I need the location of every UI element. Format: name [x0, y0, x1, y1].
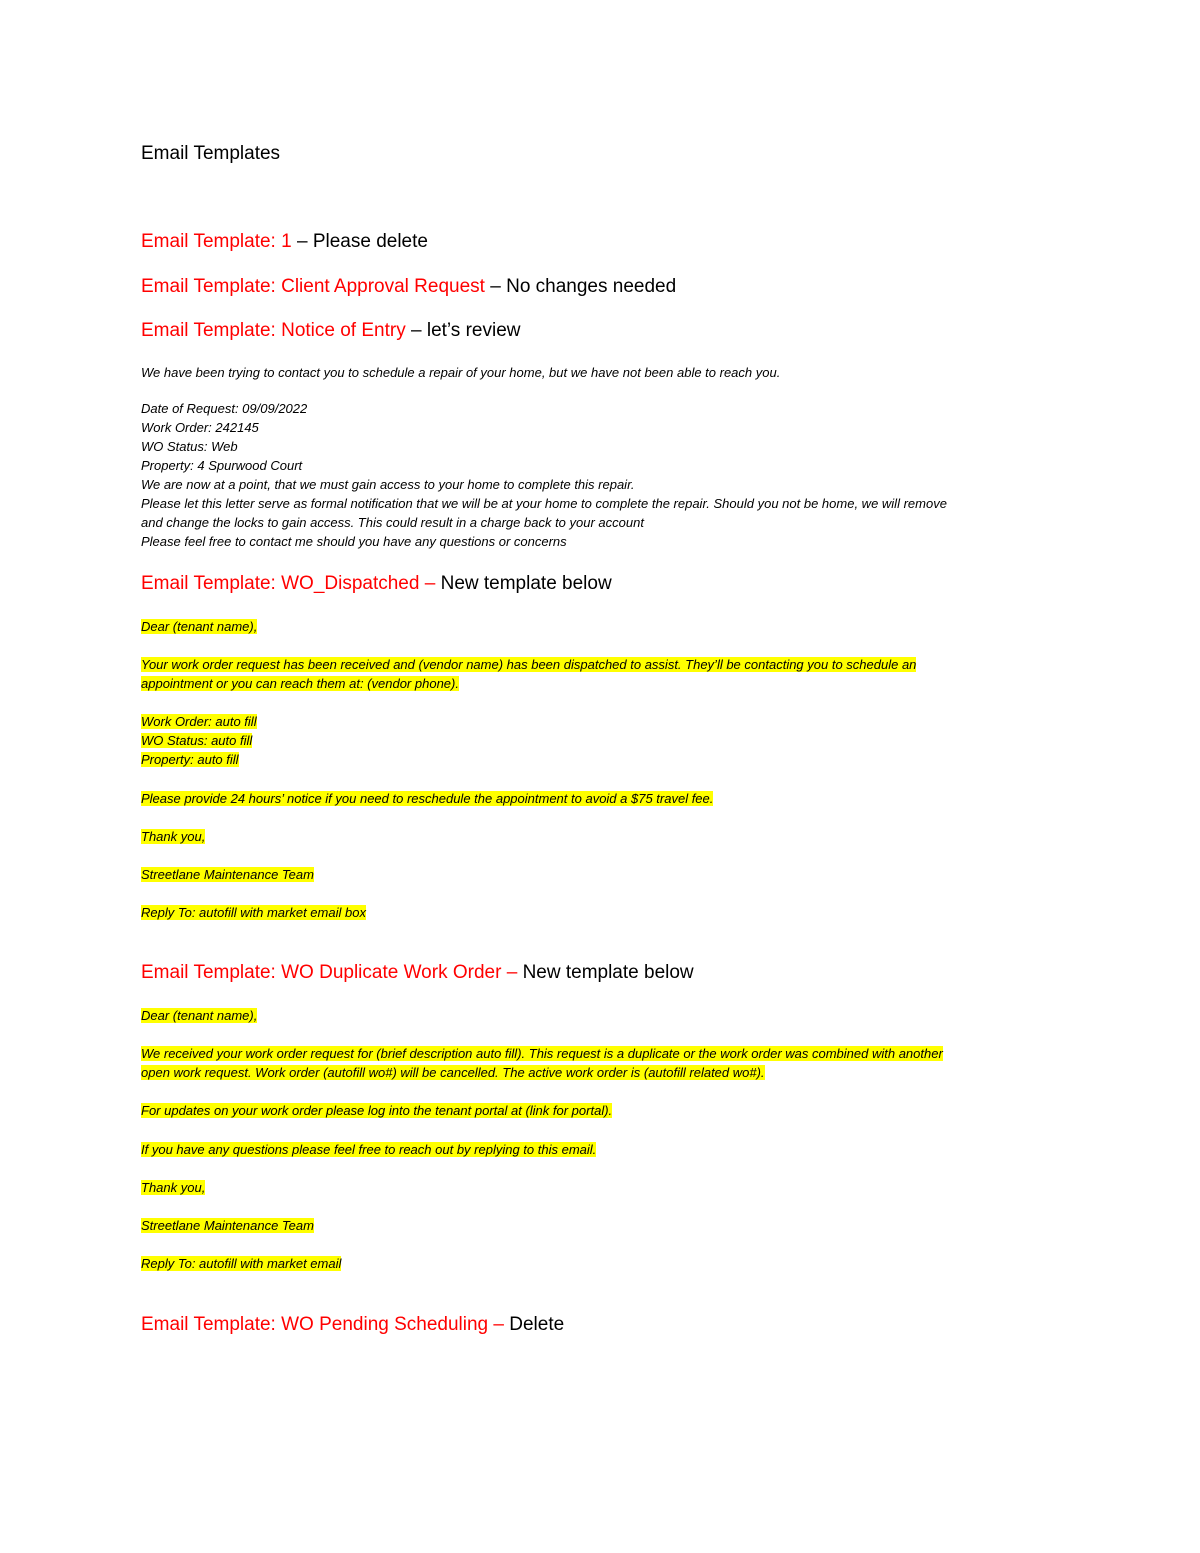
template-dash: –	[424, 573, 436, 594]
template-label: Email Template:	[141, 231, 276, 252]
dispatched-closing	[141, 827, 205, 846]
duplicate-para-line: We received your work order request for (brief description auto fill). This request is a duplicate or the work order was combined with another	[141, 1046, 943, 1061]
notice-line: Please let this letter serve as formal notification that we will be at your home to complete the repair. Should you not be home, we will remove	[141, 496, 947, 511]
template-heading-wo-pending-scheduling	[141, 1314, 564, 1336]
template-heading-notice-of-entry	[141, 320, 521, 342]
notice-line: Please feel free to contact me should you have any questions or concerns	[141, 534, 567, 549]
template-name: Client Approval Request	[281, 276, 485, 297]
notice-line: Property: 4 Spurwood Court	[141, 458, 303, 473]
template-name: Notice of Entry	[281, 320, 406, 341]
template-dash: –	[493, 1314, 504, 1335]
duplicate-greeting	[141, 1006, 257, 1025]
dispatched-field: WO Status: auto fill	[141, 733, 253, 748]
template-heading-1	[141, 231, 428, 253]
document-title: Email Templates	[141, 143, 281, 164]
notice-line: We are now at a point, that we must gain access to your home to complete this repair.	[141, 477, 635, 492]
template-heading-wo-dispatched	[141, 573, 612, 595]
duplicate-questions-text: If you have any questions please feel free to reach out by replying to this email.	[141, 1142, 597, 1157]
template-dash: –	[490, 276, 501, 297]
duplicate-questions	[141, 1140, 596, 1159]
dispatched-para-line: Your work order request has been received and (vendor name) has been dispatched to assist. They’ll be contacting you to schedule an	[141, 657, 917, 672]
dispatched-greeting	[141, 617, 257, 636]
duplicate-updates	[141, 1101, 612, 1120]
duplicate-reply-to	[141, 1254, 341, 1273]
template-note: Please delete	[312, 231, 428, 252]
dispatched-signature-text: Streetlane Maintenance Team	[141, 867, 314, 882]
dispatched-closing-text: Thank you,	[141, 829, 206, 844]
template-label: Email Template:	[141, 962, 276, 983]
template-label: Email Template:	[141, 573, 276, 594]
template-name: WO Duplicate Work Order	[281, 962, 502, 983]
notice-line: and change the locks to gain access. This could result in a charge back to your account	[141, 515, 644, 530]
template-dash: –	[296, 231, 308, 252]
duplicate-updates-text: For updates on your work order please log into the tenant portal at (link for portal).	[141, 1103, 613, 1118]
dispatched-reply-to	[141, 903, 366, 922]
dispatched-paragraph	[141, 655, 916, 693]
dispatched-field: Property: auto fill	[141, 752, 239, 767]
duplicate-signature-text: Streetlane Maintenance Team	[141, 1218, 314, 1233]
template-dash: –	[506, 962, 518, 983]
template-note: No changes needed	[506, 276, 677, 297]
template-note: let’s review	[426, 320, 521, 341]
dispatched-notice	[141, 789, 713, 808]
duplicate-signature	[141, 1216, 314, 1235]
template-label: Email Template:	[141, 276, 276, 297]
dispatched-field: Work Order: auto fill	[141, 714, 257, 729]
dispatched-greeting-text: Dear (tenant name),	[141, 619, 258, 634]
template-note: New template below	[522, 962, 694, 983]
duplicate-closing-text: Thank you,	[141, 1180, 206, 1195]
template-label: Email Template:	[141, 320, 276, 341]
dispatched-reply-to-text: Reply To: autofill with market email box	[141, 905, 366, 920]
template-dash: –	[411, 320, 422, 341]
notice-details	[141, 399, 947, 551]
template-name: 1	[281, 231, 292, 252]
template-note: New template below	[440, 573, 612, 594]
template-note: Delete	[509, 1314, 565, 1335]
duplicate-greeting-text: Dear (tenant name),	[141, 1008, 258, 1023]
notice-line: Date of Request: 09/09/2022	[141, 401, 308, 416]
notice-line: WO Status: Web	[141, 439, 238, 454]
template-name: WO Pending Scheduling	[281, 1314, 489, 1335]
notice-line: Work Order: 242145	[141, 420, 259, 435]
template-name: WO_Dispatched	[281, 573, 420, 594]
duplicate-reply-to-text: Reply To: autofill with market email	[141, 1256, 342, 1271]
duplicate-para-line: open work request. Work order (autofill wo#) will be cancelled. The active work order is (autofill related wo#).	[141, 1065, 765, 1080]
template-label: Email Template:	[141, 1314, 276, 1335]
template-heading-client-approval	[141, 276, 676, 298]
dispatched-signature	[141, 865, 314, 884]
dispatched-fields	[141, 712, 257, 769]
notice-intro: We have been trying to contact you to schedule a repair of your home, but we have not been able to reach you.	[141, 365, 781, 380]
dispatched-notice-text: Please provide 24 hours’ notice if you need to reschedule the appointment to avoid a $75 travel fee.	[141, 791, 714, 806]
template-heading-wo-duplicate	[141, 962, 694, 984]
duplicate-paragraph	[141, 1044, 943, 1082]
dispatched-para-line: appointment or you can reach them at: (vendor phone).	[141, 676, 459, 691]
duplicate-closing	[141, 1178, 205, 1197]
